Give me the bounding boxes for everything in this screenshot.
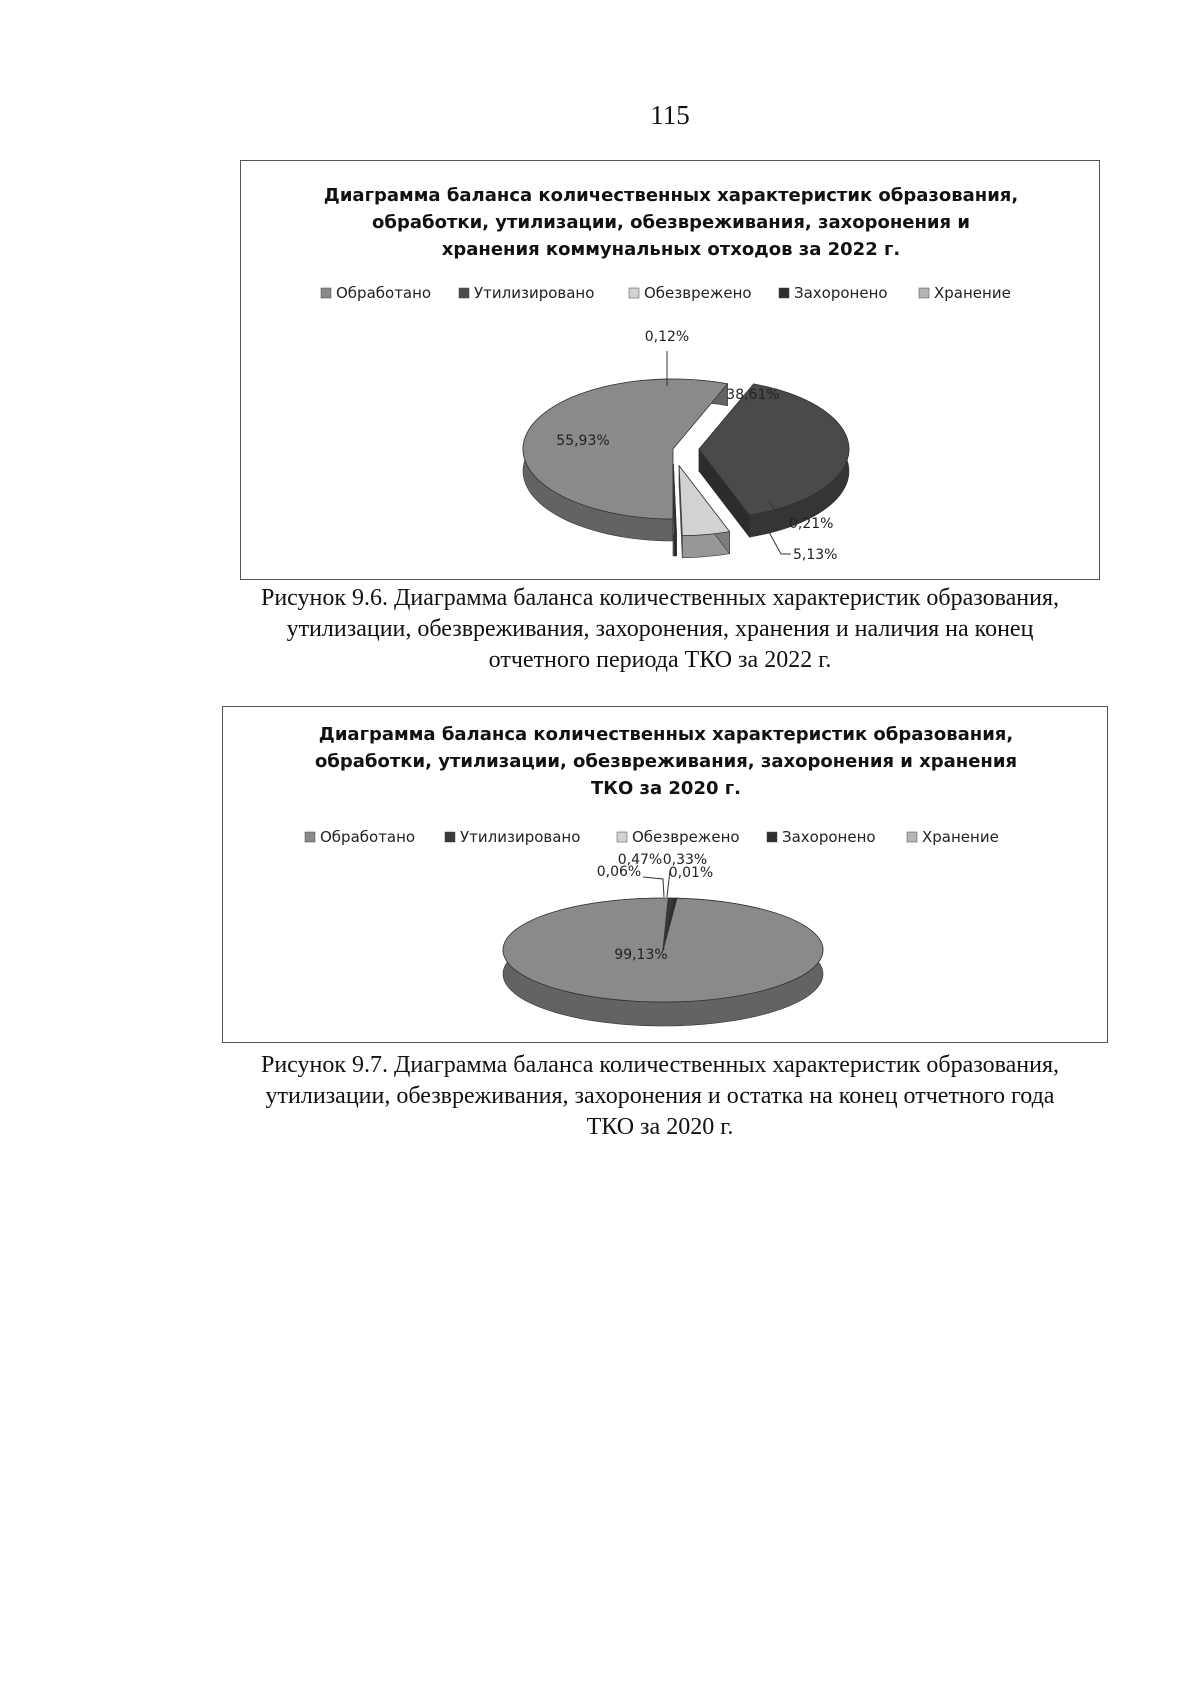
data-label: 0,47% [617,852,663,868]
figure-caption-9-7 [160,1050,1160,1143]
data-label: 99,13% [614,947,668,963]
legend-entry: Обезврежено [644,284,752,302]
legend-entry: Обработано [336,284,432,302]
chart-2020 [222,706,1108,1043]
chart-2020-svg [223,707,1109,1044]
chart-title-line-2: обработки, утилизации, обезвреживания, захоронения и [372,212,970,233]
leader-line [643,877,664,897]
legend-entry: Хранение [922,828,999,846]
chart-title-line-1: Диаграмма баланса количественных характеристик образования, [318,724,1014,745]
legend-swatch [907,832,917,842]
data-label: 5,13% [793,547,838,563]
legend-entry: Утилизировано [474,284,595,302]
chart-title-line-3: хранения коммунальных отходов за 2022 г. [441,239,901,260]
legend-entry: Обезврежено [632,828,740,846]
legend-entry: Хранение [934,284,1011,302]
data-label: 0,06% [596,864,642,880]
legend-swatch [767,832,777,842]
chart-title-line-3: ТКО за 2020 г. [590,778,742,799]
caption-line: утилизации, обезвреживания, захоронения и остатка на конец отчетного года [265,1083,1055,1109]
legend-swatch [617,832,627,842]
chart-title-line-2: обработки, утилизации, обезвреживания, захоронения и хранения [314,751,1018,772]
legend-swatch [445,832,455,842]
data-label: 0,01% [668,865,714,881]
caption-line: Рисунок 9.6. Диаграмма баланса количественных характеристик образования, [260,585,1060,611]
data-label: 0,33% [662,852,708,868]
legend-entry: Утилизировано [460,828,581,846]
caption-line: отчетного периода ТКО за 2022 г. [488,647,832,673]
chart-2022-svg [241,161,1101,581]
data-label: 0,12% [644,329,690,345]
figure-caption-9-6 [160,583,1160,676]
caption-line: утилизации, обезвреживания, захоронения, хранения и наличия на конец [286,616,1034,642]
legend-swatch [919,288,929,298]
legend-swatch [779,288,789,298]
legend-swatch [305,832,315,842]
data-label: 0,21% [789,516,834,532]
chart-2022 [240,160,1100,580]
chart-title-line-1: Диаграмма баланса количественных характеристик образования, [323,185,1019,206]
data-label: 38,61% [726,387,780,403]
chart-legend [305,828,999,846]
data-label: 55,93% [556,433,610,449]
legend-entry: Захоронено [782,828,876,846]
legend-swatch [321,288,331,298]
caption-line: ТКО за 2020 г. [586,1114,734,1140]
chart-legend [321,284,1011,302]
legend-swatch [629,288,639,298]
legend-swatch [459,288,469,298]
page-number: 115 [650,100,690,130]
legend-entry: Обработано [320,828,416,846]
legend-entry: Захоронено [794,284,888,302]
caption-line: Рисунок 9.7. Диаграмма баланса количественных характеристик образования, [260,1052,1060,1078]
